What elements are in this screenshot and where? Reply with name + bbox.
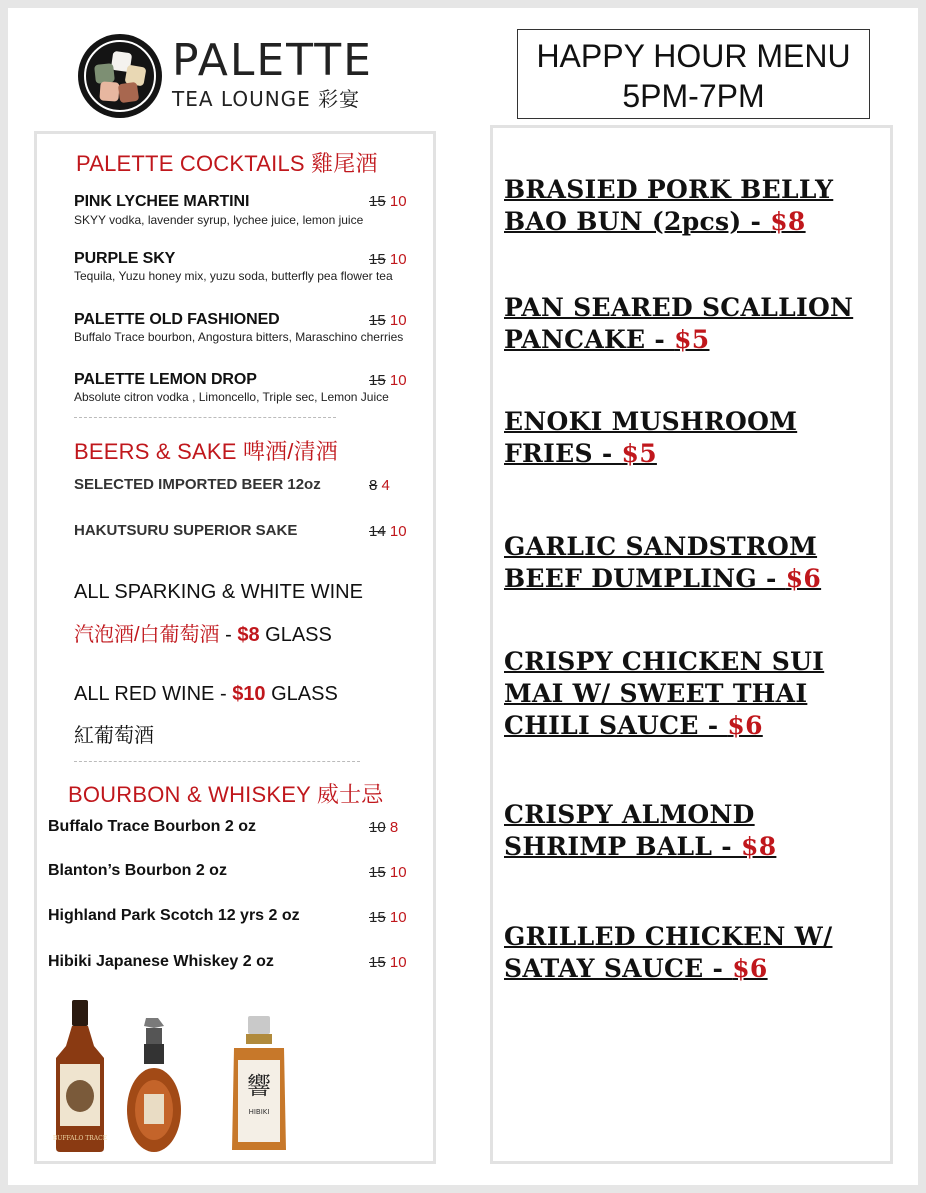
food-item-line: GRILLED CHICKEN W/ [504, 922, 833, 951]
cocktail-description: SKYY vodka, lavender syrup, lychee juice, lemon juice [74, 213, 364, 227]
whiskey-price [369, 864, 407, 881]
old-price: 15 [369, 909, 386, 926]
food-item-line: CHILI SAUCE - [504, 711, 728, 740]
cocktail-name: PALETTE OLD FASHIONED [74, 311, 280, 328]
whiskey-item-name: Buffalo Trace Bourbon 2 oz [48, 818, 257, 835]
food-item [504, 646, 894, 742]
food-item-price: $5 [674, 325, 710, 354]
new-price: 8 [389, 819, 399, 836]
old-price: 14 [369, 523, 386, 540]
whiskey-item-name: Hibiki Japanese Whiskey 2 oz [48, 953, 274, 970]
hibiki-bottle-icon [228, 1014, 290, 1154]
whiskey-item-name: Blanton’s Bourbon 2 oz [48, 862, 227, 879]
whiskey-price [369, 819, 398, 836]
food-item-line: ENOKI MUSHROOM [504, 407, 798, 436]
food-item-line: SATAY SAUCE - [504, 954, 733, 983]
beer-price [369, 523, 407, 540]
new-price: 10 [389, 909, 407, 926]
beer-item-name: HAKUTSURU SUPERIOR SAKE [74, 522, 298, 539]
new-price: 10 [389, 864, 407, 881]
food-item-line: PANCAKE - [504, 325, 675, 354]
brand-subtitle: TEA LOUNGE 彩宴 [172, 87, 361, 111]
buffalo-trace-bottle-icon [52, 998, 108, 1154]
section-divider [74, 417, 336, 418]
food-item-price: $6 [732, 954, 768, 983]
red-wine-chinese: 紅葡萄酒 [74, 725, 154, 747]
hibiki-kanji-icon: 響 [247, 1072, 271, 1100]
whiskey-price [369, 954, 407, 971]
old-price: 15 [369, 372, 386, 389]
cocktail-name: PALETTE LEMON DROP [74, 371, 257, 388]
food-item [504, 531, 894, 595]
old-price: 15 [369, 251, 386, 268]
food-item [504, 799, 894, 863]
cocktail-price [369, 193, 407, 210]
white-wine-unit: GLASS [259, 624, 332, 646]
food-item [504, 921, 894, 985]
old-price: 15 [369, 954, 386, 971]
food-item-line: SHRIMP BALL - [504, 832, 741, 861]
new-price: 10 [389, 251, 407, 268]
cocktail-name: PINK LYCHEE MARTINI [74, 193, 250, 210]
beer-price [369, 477, 390, 494]
white-wine-label: ALL SPARKING & WHITE WINE [74, 581, 363, 603]
section-divider [74, 761, 360, 762]
new-price: 10 [389, 312, 407, 329]
whiskey-price [369, 909, 407, 926]
palette-logo-icon [78, 34, 162, 118]
food-item-price: $6 [727, 711, 763, 740]
new-price: 10 [389, 954, 407, 971]
old-price: 15 [369, 312, 386, 329]
cocktail-price [369, 312, 407, 329]
red-wine-price: $10 [232, 683, 266, 705]
white-wine-price-line [74, 618, 332, 647]
cocktail-description: Buffalo Trace bourbon, Angostura bitters, Maraschino cherries [74, 330, 404, 344]
food-item-line: CRISPY ALMOND [504, 800, 755, 829]
cocktails-title: PALETTE COCKTAILS 雞尾酒 [76, 151, 378, 176]
new-price: 10 [389, 372, 407, 389]
red-wine-line [74, 683, 338, 706]
new-price: 10 [389, 193, 407, 210]
new-price: 4 [381, 477, 390, 494]
new-price: 10 [389, 523, 407, 540]
logo-tile-peach [99, 81, 119, 101]
red-wine-label: ALL RED WINE - [74, 683, 233, 705]
cocktail-description: Tequila, Yuzu honey mix, yuzu soda, butterfly pea flower tea [74, 269, 393, 283]
blantons-bottle-icon [124, 1016, 184, 1154]
cocktail-price [369, 372, 407, 389]
hibiki-label: HIBIKI [248, 1108, 270, 1116]
white-wine-separator: - [219, 624, 238, 646]
food-item-line: CRISPY CHICKEN SUI [504, 647, 825, 676]
old-price: 8 [369, 477, 378, 494]
food-item-line: BEEF DUMPLING - [504, 564, 786, 593]
whiskey-item-name: Highland Park Scotch 12 yrs 2 oz [48, 907, 300, 924]
food-item-line: GARLIC SANDSTROM [504, 532, 818, 561]
red-wine-unit: GLASS [265, 683, 338, 705]
food-item-line: BRASIED PORK BELLY [504, 175, 834, 204]
food-item-price: $8 [741, 832, 777, 861]
cocktail-price [369, 251, 407, 268]
brand-name: PALETTE [172, 35, 373, 86]
old-price: 10 [369, 819, 386, 836]
food-item [504, 406, 894, 470]
food-item-price: $8 [770, 207, 806, 236]
food-panel [490, 125, 893, 1164]
food-item [504, 292, 894, 356]
white-wine-chinese: 汽泡酒/白葡萄酒 [74, 624, 220, 646]
beer-item-name: SELECTED IMPORTED BEER 12oz [74, 476, 321, 493]
cocktail-description: Absolute citron vodka , Limoncello, Triple sec, Lemon Juice [74, 390, 389, 404]
food-item-line: FRIES - [504, 439, 622, 468]
happy-hour-title: HAPPY HOUR MENU [536, 38, 851, 74]
food-item-price: $6 [785, 564, 822, 593]
logo-tile-brown [118, 82, 139, 103]
old-price: 15 [369, 864, 386, 881]
white-wine-price: $8 [237, 624, 260, 646]
buffalo-trace-label: BUFFALO TRACE [52, 1135, 108, 1142]
food-item-line: PAN SEARED SCALLION [504, 293, 854, 322]
brand-wordmark [172, 35, 373, 111]
beers-title: BEERS & SAKE 啤酒/清酒 [74, 439, 339, 464]
food-item [504, 174, 894, 238]
happy-hour-box [517, 29, 870, 119]
whiskey-title: BOURBON & WHISKEY 威士忌 [68, 782, 384, 807]
food-item-price: $5 [621, 439, 657, 468]
old-price: 15 [369, 193, 386, 210]
happy-hour-time: 5PM-7PM [622, 78, 765, 114]
cocktail-name: PURPLE SKY [74, 250, 176, 267]
food-item-line: MAI W/ SWEET THAI [504, 679, 808, 708]
food-item-line: BAO BUN (2pcs) - [504, 207, 771, 236]
